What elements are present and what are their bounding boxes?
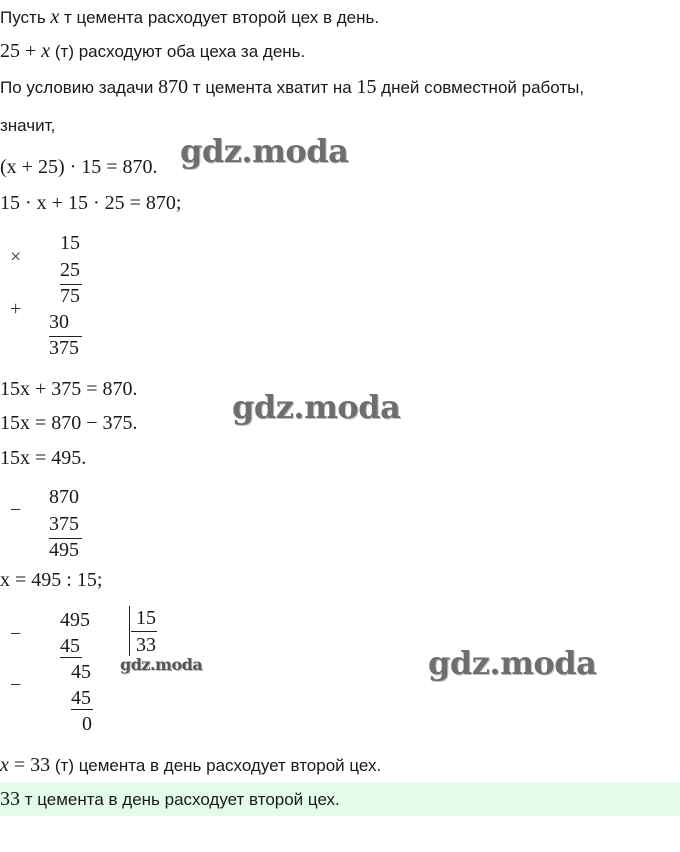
equation-2: 15 · x + 15 · 25 = 870; — [0, 192, 182, 214]
div-step2-remainder: 45 — [71, 661, 91, 683]
watermark-2: gdz.moda — [232, 388, 401, 426]
equation-6: x = 495 : 15; — [0, 569, 103, 591]
math-expression: 25 + — [0, 40, 42, 62]
watermark-4: gdz.moda — [428, 644, 597, 682]
mult-factor-a: 15 — [60, 232, 80, 254]
sub-minuend: 870 — [49, 486, 79, 508]
math-number: 15 — [356, 76, 377, 98]
mult-partial-1: 75 — [60, 285, 80, 307]
div-step2-subtract: 45 — [71, 687, 91, 709]
equation-5: 15x = 495. — [0, 447, 87, 469]
times-sign: × — [10, 246, 22, 268]
div-quotient: 33 — [136, 634, 156, 656]
sub-difference: 495 — [49, 539, 79, 561]
result-line — [0, 754, 381, 777]
text-segment: т цемента хватит на — [188, 78, 357, 97]
math-expression: = 33 — [8, 754, 51, 776]
variable-x: x — [0, 754, 9, 776]
watermark-3: gdz.moda — [120, 655, 203, 674]
equation-4: 15x = 870 − 375. — [0, 412, 138, 434]
mult-partial-2: 30 — [49, 311, 69, 333]
variable-x: x — [41, 40, 51, 62]
minus-sign: − — [10, 623, 22, 645]
text-segment: (т) цемента в день расходует второй цех. — [50, 756, 382, 775]
text-segment: т цемента расходует второй цех в день. — [59, 8, 380, 27]
answer-banner — [0, 782, 680, 816]
minus-sign: − — [10, 499, 22, 521]
text-segment: (т) расходуют оба цеха за день. — [50, 42, 306, 61]
minus-sign: − — [10, 674, 22, 696]
plus-sign: + — [10, 298, 22, 320]
text-segment: дней совместной работы, — [376, 78, 585, 97]
div-final-remainder: 0 — [82, 713, 92, 735]
sub-subtrahend: 375 — [49, 513, 79, 535]
rule — [131, 631, 157, 632]
mult-factor-b: 25 — [60, 259, 80, 281]
answer-number: 33 — [0, 788, 20, 810]
rule — [71, 709, 93, 710]
intro-line-1 — [0, 6, 379, 29]
div-step1-subtract: 45 — [60, 635, 80, 657]
equation-3: 15x + 375 = 870. — [0, 378, 138, 400]
intro-line-2 — [0, 40, 305, 63]
rule — [60, 657, 82, 658]
div-divisor: 15 — [136, 607, 156, 629]
answer-text: т цемента в день расходует второй цех. — [20, 790, 340, 809]
math-number: 870 — [158, 76, 189, 98]
variable-x: x — [50, 6, 60, 28]
div-dividend: 495 — [60, 609, 90, 631]
mult-sum: 375 — [49, 337, 79, 359]
conclusion-word: значит, — [0, 116, 56, 135]
text-segment: Пусть — [0, 8, 51, 27]
text-segment: По условию задачи — [0, 78, 159, 97]
condition-line — [0, 76, 584, 99]
equation-1: (x + 25) · 15 = 870. — [0, 156, 158, 178]
watermark-1: gdz.moda — [180, 132, 349, 170]
